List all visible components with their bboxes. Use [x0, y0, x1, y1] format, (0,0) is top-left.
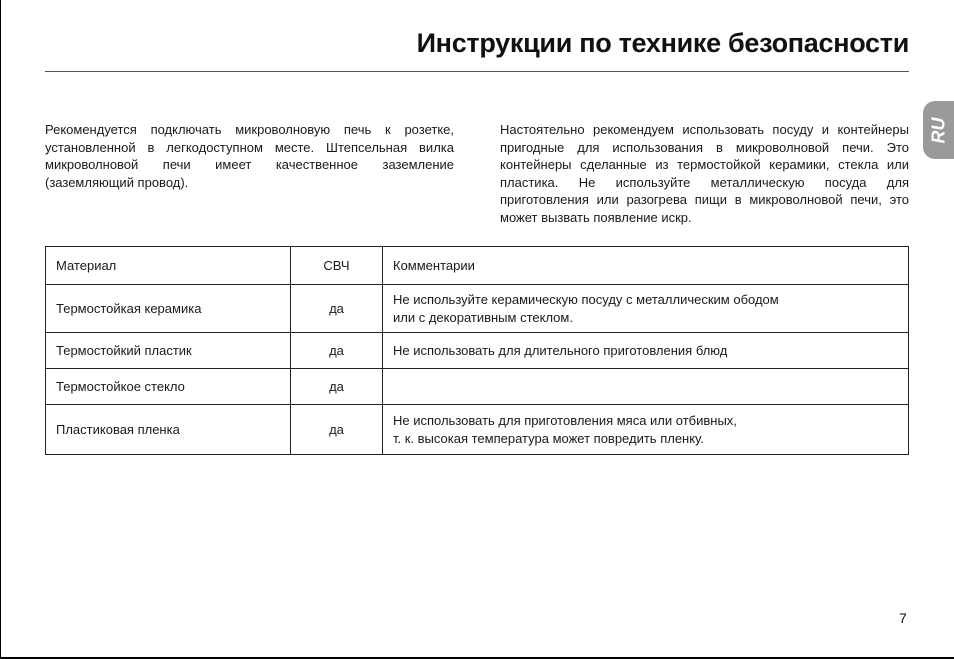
cell-microwave: да: [291, 285, 383, 333]
cell-microwave: да: [291, 333, 383, 369]
cell-material: Пластиковая пленка: [46, 405, 291, 455]
cell-material: Термостойкое стекло: [46, 369, 291, 405]
page-title: Инструкции по технике безопасности: [416, 28, 909, 58]
cell-material: Термостойкий пластик: [46, 333, 291, 369]
page-left-border: [0, 0, 1, 659]
comment-line: Не используйте керамическую посуду с металлическим ободом: [393, 291, 779, 307]
language-tab-label: RU: [928, 117, 948, 143]
header-comments: Комментарии: [383, 247, 909, 285]
page-number: 7: [899, 610, 907, 626]
cell-comment: [383, 369, 909, 405]
comment-line: или с декоративным стеклом.: [393, 309, 573, 325]
intro-paragraph-left: Рекомендуется подключать микроволновую печь к розетке, установленной в легкодоступном месте. Штепсельная вилка микроволновой печи имеет качественное заземление (заземляющий провод).: [45, 122, 454, 190]
title-divider: [45, 71, 909, 72]
header-material: Материал: [46, 247, 291, 285]
table-header-row: [46, 247, 909, 285]
comment-line: т. к. высокая температура может повредить пленку.: [393, 430, 704, 446]
comment-line: Не использовать для приготовления мяса или отбивных,: [393, 412, 737, 428]
cell-comment: [383, 333, 909, 369]
cell-comment: [383, 285, 909, 333]
comment-line: Не использовать для длительного приготовления блюд: [393, 342, 728, 358]
intro-paragraph-right: Настоятельно рекомендуем использовать посуду и контейнеры пригодные для использования в микроволновой печи. Это контейнеры сделанные из термостойкой керамики, стекла или пластика. Не используйте металлическую посуда для приготовления или разогрева пищи в микроволновой печи, это может вызвать появление искр.: [500, 122, 909, 225]
table-row: [46, 405, 909, 455]
materials-table: [45, 246, 909, 455]
cell-material: Термостойкая керамика: [46, 285, 291, 333]
cell-microwave: да: [291, 369, 383, 405]
table-row: [46, 333, 909, 369]
table-row: [46, 285, 909, 333]
header-microwave: СВЧ: [291, 247, 383, 285]
cell-comment: [383, 405, 909, 455]
table-row: [46, 369, 909, 405]
cell-microwave: да: [291, 405, 383, 455]
